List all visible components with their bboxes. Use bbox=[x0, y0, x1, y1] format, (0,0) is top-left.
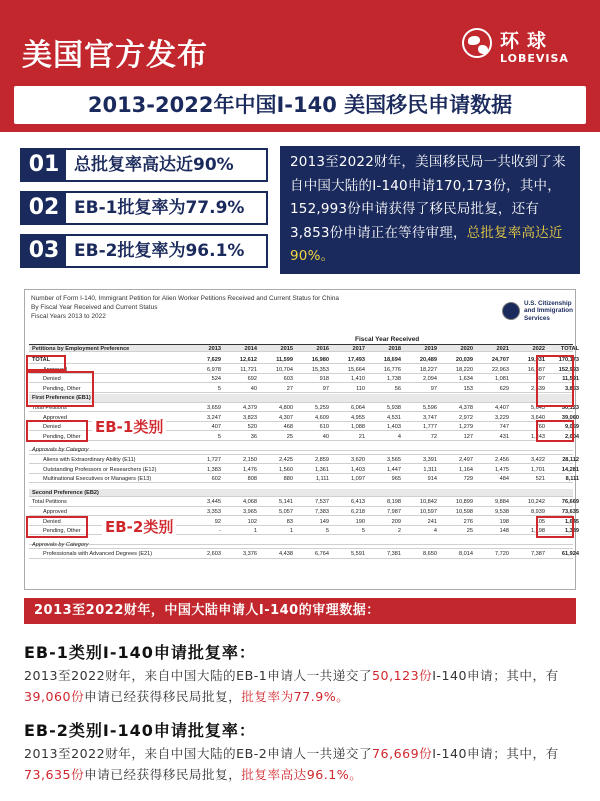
table-cell: 190 bbox=[355, 518, 365, 525]
table-cell: 7,383 bbox=[315, 509, 329, 515]
row-label: Approved bbox=[43, 366, 67, 373]
table-cell: 5 bbox=[217, 385, 221, 392]
highlight-frame-eb1-label bbox=[26, 420, 88, 442]
table-cell: 7,387 bbox=[531, 551, 545, 558]
table-cell: 880 bbox=[283, 476, 293, 483]
table-cell: 521 bbox=[535, 476, 545, 483]
table-cell: 3,565 bbox=[387, 457, 401, 463]
table-cell: 56 bbox=[394, 385, 401, 392]
table-cell: 1,447 bbox=[387, 466, 401, 473]
row-label: Pending, Other bbox=[43, 528, 81, 535]
table-cell: 198 bbox=[499, 518, 509, 525]
table-cell: 24,707 bbox=[491, 357, 509, 363]
summary-highlight: 总批复率高达近90%。 bbox=[290, 224, 563, 264]
table-row bbox=[29, 475, 579, 483]
row-label: Denied bbox=[43, 376, 61, 383]
table-cell: 5,057 bbox=[279, 509, 293, 515]
table-cell: 127 bbox=[463, 433, 473, 440]
table-cell: 1,361 bbox=[315, 466, 329, 473]
table-cell: 2,004 bbox=[565, 433, 579, 440]
table-cell: 431 bbox=[499, 433, 509, 440]
table-cell: 2,859 bbox=[315, 457, 329, 463]
table-cell: 39,060 bbox=[561, 414, 579, 421]
column-header: 2016 bbox=[316, 346, 329, 352]
table-cell: 1,645 bbox=[565, 518, 579, 525]
table-cell: 3,853 bbox=[565, 385, 579, 392]
table-cell: 3,353 bbox=[207, 509, 221, 515]
table-cell: 10,598 bbox=[455, 509, 473, 515]
brand-logo bbox=[462, 26, 580, 70]
table-cell: 7,987 bbox=[387, 509, 401, 515]
table-cell: 7,720 bbox=[495, 551, 509, 558]
table-cell: 152,993 bbox=[558, 366, 579, 373]
table-cell: 2,425 bbox=[279, 457, 293, 463]
eb2-approval-rate: 批复率高达96.1%。 bbox=[241, 767, 363, 782]
highlight-frame-eb2-total bbox=[536, 516, 574, 538]
row-label: Total Petitions bbox=[32, 499, 67, 506]
table-cell: 15,664 bbox=[347, 366, 365, 373]
table-cell: 4,378 bbox=[459, 405, 473, 411]
eb1-total-count: 50,123份 bbox=[372, 668, 433, 683]
table-cell: 27 bbox=[286, 385, 293, 392]
table-heading bbox=[31, 294, 339, 321]
table-cell: 7,629 bbox=[207, 357, 221, 363]
table-cell: 20,039 bbox=[455, 357, 473, 363]
table-cell: 520 bbox=[247, 424, 257, 431]
subtitle-bar bbox=[14, 86, 586, 124]
table-cell: 760 bbox=[535, 424, 545, 431]
table-cell: 18,694 bbox=[383, 357, 401, 363]
eb1-text: 2013至2022财年，来自中国大陆的EB-1申请人一共递交了 bbox=[24, 668, 373, 683]
table-cell: 16,387 bbox=[527, 366, 545, 373]
highlight-text: EB-2批复率为96.1% bbox=[74, 241, 245, 261]
table-cell: 2,497 bbox=[459, 457, 473, 463]
highlight-frame-total-label bbox=[26, 355, 66, 371]
table-cell: 9,884 bbox=[495, 499, 509, 506]
highlight-frame-eb2-label bbox=[26, 516, 88, 538]
table-cell: 6,978 bbox=[207, 366, 221, 373]
table-cell: 914 bbox=[427, 476, 437, 483]
table-cell: 10,842 bbox=[419, 499, 437, 506]
agency-line: Services bbox=[524, 314, 550, 322]
table-cell: 3,659 bbox=[207, 405, 221, 411]
table-cell: 8,650 bbox=[423, 551, 437, 558]
table-cell: 102 bbox=[247, 518, 257, 525]
table-cell: 18,220 bbox=[455, 366, 473, 373]
eb1-text: 申请已经获得移民局批复， bbox=[84, 689, 242, 704]
column-header: 2017 bbox=[352, 346, 365, 352]
table-heading-line: By Fiscal Year Received and Current Status bbox=[31, 304, 158, 311]
table-cell: 4,800 bbox=[279, 405, 293, 411]
row-label: Approvals by Category bbox=[32, 541, 89, 548]
highlight-item-1 bbox=[20, 148, 268, 182]
row-label: Pending, Other bbox=[43, 433, 81, 440]
section-band: 2013至2022财年，中国大陆申请人I-140的审理数据： bbox=[24, 598, 576, 624]
table-cell: 14,281 bbox=[561, 466, 579, 473]
table-cell: 3,965 bbox=[243, 509, 257, 515]
table-cell: 3,747 bbox=[423, 414, 437, 421]
eb2-text: 2013至2022财年，来自中国大陆的EB-2申请人一共递交了 bbox=[24, 746, 373, 761]
table-cell: 3,229 bbox=[495, 414, 509, 421]
summary-text: 2013至2022财年，美国移民局一共收到了来自中国大陆的I-140申请170,173份，其中，152,993份申请获得了移民局批复，还有3,853份申请正在等待审理， bbox=[290, 154, 566, 241]
table-row bbox=[29, 550, 579, 558]
table-cell: 10,242 bbox=[527, 499, 545, 506]
uscis-table-scan bbox=[24, 289, 579, 590]
table-cell: 16,980 bbox=[311, 357, 329, 363]
eb2-approved-count: 73,635份 bbox=[24, 767, 85, 782]
eb1-approval-rate: 批复率为77.9%。 bbox=[241, 689, 350, 704]
table-cell: 3,445 bbox=[207, 499, 221, 506]
eb1-approved-count: 39,060份 bbox=[24, 689, 85, 704]
table-cell: 72 bbox=[430, 433, 437, 440]
table-cell: 1,634 bbox=[459, 376, 473, 383]
table-row bbox=[29, 456, 579, 464]
table-cell: 6,413 bbox=[351, 499, 365, 506]
table-cell: 1 bbox=[289, 528, 293, 535]
globe-icon bbox=[462, 28, 492, 58]
table-heading-line: Fiscal Years 2013 to 2022 bbox=[31, 313, 106, 320]
table-row bbox=[29, 375, 579, 383]
table-cell: 4 bbox=[397, 433, 401, 440]
table-row bbox=[29, 541, 573, 549]
table-cell: 105 bbox=[535, 518, 545, 525]
table-row bbox=[29, 394, 573, 402]
table-cell: 602 bbox=[211, 476, 221, 483]
eb2-paragraph bbox=[24, 743, 584, 785]
table-cell: 897 bbox=[535, 376, 545, 383]
highlight-text: EB-1批复率为77.9% bbox=[74, 198, 245, 218]
table-cell: 15,353 bbox=[311, 366, 329, 373]
table-cell: 61,924 bbox=[561, 551, 579, 558]
row-label: Professionals with Advanced Degrees (E21) bbox=[43, 551, 153, 558]
table-cell: 18,227 bbox=[419, 366, 437, 373]
table-cell: 40 bbox=[250, 385, 257, 392]
table-cell: 3,823 bbox=[243, 414, 257, 421]
table-cell: 36 bbox=[250, 433, 257, 440]
table-cell: 40 bbox=[322, 433, 329, 440]
column-header: 2014 bbox=[244, 346, 257, 352]
highlight-number: 03 bbox=[22, 236, 66, 266]
table-cell: 5 bbox=[361, 528, 365, 535]
table-cell: 5,643 bbox=[531, 405, 545, 411]
highlight-frame-total-breakdown bbox=[26, 371, 94, 407]
table-cell: 8,939 bbox=[531, 509, 545, 515]
column-header: 2022 bbox=[532, 346, 545, 352]
table-cell: 1,410 bbox=[351, 376, 365, 383]
table-cell: 97 bbox=[430, 385, 437, 392]
table-heading-line: Number of Form I-140, Immigrant Petition for Alien Worker Petitions Received and Current Status for China bbox=[31, 295, 340, 302]
table-cell: 50,123 bbox=[561, 405, 579, 411]
table-cell: 20,489 bbox=[419, 357, 437, 363]
table-cell: 4,307 bbox=[279, 414, 293, 421]
table-cell: 9,059 bbox=[565, 424, 579, 431]
table-cell: 5,259 bbox=[315, 405, 329, 411]
table-cell: 1,727 bbox=[207, 457, 221, 463]
table-cell: 153 bbox=[463, 385, 473, 392]
summary-box bbox=[280, 146, 580, 274]
table-cell: 9,538 bbox=[495, 509, 509, 515]
table-cell: 3,376 bbox=[243, 551, 257, 558]
table-cell: 5,141 bbox=[279, 499, 293, 506]
column-header: 2020 bbox=[460, 346, 473, 352]
table-cell: 4,955 bbox=[351, 414, 365, 421]
table-row bbox=[29, 508, 579, 516]
column-header: 2015 bbox=[280, 346, 293, 352]
table-cell: 6,764 bbox=[315, 551, 329, 558]
table-cell: 468 bbox=[283, 424, 293, 431]
table-cell: 1,081 bbox=[495, 376, 509, 383]
row-label: Approved bbox=[43, 414, 67, 421]
table-cell: 8,014 bbox=[459, 551, 473, 558]
table-row bbox=[29, 489, 573, 497]
row-label: Multinational Executives or Managers (E13) bbox=[43, 476, 152, 483]
table-cell: 10,597 bbox=[419, 509, 437, 515]
row-label: Denied bbox=[43, 424, 61, 431]
table-row bbox=[29, 356, 579, 364]
column-header: 2013 bbox=[208, 346, 221, 352]
table-cell: 1 bbox=[253, 528, 257, 535]
table-cell: 149 bbox=[319, 518, 329, 525]
highlight-text: 总批复率高达近90% bbox=[74, 155, 234, 175]
table-cell: 3,391 bbox=[423, 457, 437, 463]
table-cell: 729 bbox=[463, 476, 473, 483]
table-cell: 2,456 bbox=[495, 457, 509, 463]
row-label: Approvals by Category bbox=[32, 447, 89, 454]
table-cell: 3,640 bbox=[531, 414, 545, 421]
table-cell: 610 bbox=[319, 424, 329, 431]
table-cell: 148 bbox=[499, 528, 509, 535]
page-title: 美国官方发布 bbox=[22, 38, 208, 73]
eb2-text: 申请已经获得移民局批复， bbox=[84, 767, 242, 782]
table-cell: 1,777 bbox=[423, 424, 437, 431]
logo-text-cn: 环球 bbox=[500, 30, 555, 52]
callout-eb2: EB-2类别 bbox=[102, 516, 176, 537]
table-row bbox=[29, 498, 579, 506]
header-banner bbox=[0, 0, 600, 132]
table-header-row bbox=[29, 344, 579, 352]
table-cell: 8,111 bbox=[565, 476, 579, 483]
table-cell: 12,612 bbox=[239, 357, 257, 363]
table-row bbox=[29, 446, 573, 454]
table-cell: 524 bbox=[211, 376, 221, 383]
row-label: Denied bbox=[43, 518, 61, 525]
table-row bbox=[29, 404, 579, 412]
column-header: 2021 bbox=[496, 346, 509, 352]
table-cell: 76,669 bbox=[561, 499, 579, 506]
column-header: 2019 bbox=[424, 346, 437, 352]
table-cell: 19,931 bbox=[527, 357, 545, 363]
row-label: First Preference (EB1) bbox=[32, 395, 91, 402]
table-cell: 5 bbox=[217, 433, 221, 440]
agency-line: and Immigration bbox=[524, 307, 573, 315]
logo-text-en: LOBEVISA bbox=[500, 52, 569, 65]
table-cell: 2,639 bbox=[531, 385, 545, 392]
row-label: Aliens with Extraordinary Ability (E11) bbox=[43, 457, 136, 463]
table-cell: 2,150 bbox=[243, 457, 257, 463]
table-cell: 6,218 bbox=[351, 509, 365, 515]
table-cell: 10,704 bbox=[275, 366, 293, 373]
highlight-frame-eb1-total bbox=[536, 420, 574, 442]
table-cell: 10,899 bbox=[455, 499, 473, 506]
table-cell: 11,721 bbox=[240, 366, 257, 373]
eb1-text: I-140申请；其中，有 bbox=[432, 668, 559, 683]
eb1-heading: EB-1类别I-140申请批复率： bbox=[24, 643, 256, 662]
table-cell: 28,112 bbox=[562, 457, 579, 463]
row-label: Second Preference (EB2) bbox=[32, 489, 99, 496]
table-cell: 1,475 bbox=[495, 466, 509, 473]
table-cell: 170,173 bbox=[558, 357, 579, 363]
table-cell: 6,064 bbox=[351, 405, 365, 411]
table-cell: 83 bbox=[286, 518, 293, 525]
table-cell: 1,243 bbox=[531, 433, 545, 440]
column-header: TOTAL bbox=[560, 346, 579, 352]
table-cell: 2,972 bbox=[459, 414, 473, 421]
eb2-heading: EB-2类别I-140申请批复率： bbox=[24, 721, 256, 740]
table-cell: 1,088 bbox=[351, 424, 365, 431]
table-cell: 1,738 bbox=[387, 376, 401, 383]
table-cell: 4,379 bbox=[243, 405, 257, 411]
table-cell: 4 bbox=[433, 528, 437, 535]
table-cell: 2,603 bbox=[207, 551, 221, 558]
table-cell: 25 bbox=[286, 433, 293, 440]
table-cell: 1,097 bbox=[351, 476, 365, 483]
table-cell: 629 bbox=[499, 385, 509, 392]
table-cell: 1,383 bbox=[207, 466, 221, 473]
agency-line: U.S. Citizenship bbox=[524, 300, 572, 307]
table-cell: 8,198 bbox=[387, 499, 401, 506]
eb1-paragraph bbox=[24, 665, 584, 707]
table-cell: 1,476 bbox=[243, 466, 257, 473]
table-cell: 11,599 bbox=[276, 357, 293, 363]
dhs-seal-icon bbox=[502, 302, 520, 320]
table-row bbox=[29, 385, 579, 393]
table-cell: 407 bbox=[211, 424, 221, 431]
table-cell: 1,279 bbox=[459, 424, 473, 431]
column-header-label: Petitions by Employment Preference bbox=[32, 346, 130, 352]
table-cell: 4,609 bbox=[315, 414, 329, 421]
table-cell: 73,635 bbox=[561, 509, 579, 515]
table-cell: 97 bbox=[322, 385, 329, 392]
table-cell: 25 bbox=[466, 528, 473, 535]
table-cell: 3,620 bbox=[351, 457, 365, 463]
highlight-number: 01 bbox=[22, 150, 66, 180]
column-header: 2018 bbox=[388, 346, 401, 352]
row-label: Approved bbox=[43, 509, 67, 515]
row-label: Outstanding Professors or Researchers (E12) bbox=[43, 466, 157, 473]
table-cell: 3,247 bbox=[207, 414, 221, 421]
highlight-item-2 bbox=[20, 191, 268, 225]
table-cell: 1,389 bbox=[565, 528, 579, 535]
table-cell: 1,311 bbox=[423, 466, 437, 473]
table-cell: 5 bbox=[325, 528, 329, 535]
table-cell: 276 bbox=[463, 518, 473, 525]
fiscal-year-label: Fiscal Year Received bbox=[355, 336, 420, 343]
table-cell: 1,198 bbox=[531, 528, 545, 535]
table-row bbox=[29, 466, 579, 474]
table-cell: 22,963 bbox=[491, 366, 509, 373]
row-label: Pending, Other bbox=[43, 385, 81, 392]
table-cell: 1,403 bbox=[387, 424, 401, 431]
table-cell: 17,493 bbox=[347, 357, 365, 363]
table-cell: 5,596 bbox=[423, 405, 437, 411]
table-cell: 209 bbox=[391, 518, 401, 525]
page-subtitle: 2013-2022年中国I-140 美国移民申请数据 bbox=[87, 93, 513, 117]
table-cell: 4,407 bbox=[495, 405, 509, 411]
table-cell: 1,560 bbox=[279, 466, 293, 473]
table-cell: 484 bbox=[499, 476, 509, 483]
table-cell: 7,537 bbox=[315, 499, 329, 506]
table-cell: 1,403 bbox=[351, 466, 365, 473]
table-cell: 1,111 bbox=[315, 476, 329, 483]
table-cell: 808 bbox=[247, 476, 257, 483]
table-cell: 110 bbox=[356, 385, 365, 392]
agency-name bbox=[524, 300, 573, 322]
eb2-total-count: 76,669份 bbox=[372, 746, 433, 761]
table-cell: 5,938 bbox=[387, 405, 401, 411]
table-cell: 1,164 bbox=[459, 466, 473, 473]
table-cell: 7,381 bbox=[387, 551, 401, 558]
table-cell: 4,438 bbox=[279, 551, 293, 558]
table-row bbox=[29, 366, 579, 374]
table-cell: 16,776 bbox=[383, 366, 401, 373]
table-cell: 2 bbox=[397, 528, 401, 535]
callout-eb1: EB-1类别 bbox=[92, 416, 166, 437]
row-label: TOTAL bbox=[32, 357, 51, 363]
table-cell: 747 bbox=[499, 424, 509, 431]
table-cell: 92 bbox=[214, 518, 221, 525]
table-cell: 4,531 bbox=[387, 414, 401, 421]
highlight-number: 02 bbox=[22, 193, 66, 223]
highlight-item-3 bbox=[20, 234, 268, 268]
highlight-frame-total-column bbox=[536, 355, 574, 407]
eb2-text: I-140申请；其中，有 bbox=[432, 746, 559, 761]
table-cell: 965 bbox=[391, 476, 401, 483]
table-cell: 11,591 bbox=[562, 376, 579, 383]
table-cell: 918 bbox=[319, 376, 329, 383]
table-cell: 241 bbox=[427, 518, 437, 525]
table-cell: 1,701 bbox=[531, 466, 545, 473]
table-cell: 4,068 bbox=[243, 499, 257, 506]
table-cell: 2,094 bbox=[423, 376, 437, 383]
table-cell: 3,422 bbox=[531, 457, 545, 463]
row-label: Total Petitions bbox=[32, 405, 67, 411]
table-cell: 603 bbox=[283, 376, 293, 383]
table-cell: - bbox=[219, 528, 221, 535]
table-cell: 5,591 bbox=[351, 551, 365, 558]
table-cell: 21 bbox=[358, 433, 365, 440]
table-cell: 692 bbox=[247, 376, 257, 383]
